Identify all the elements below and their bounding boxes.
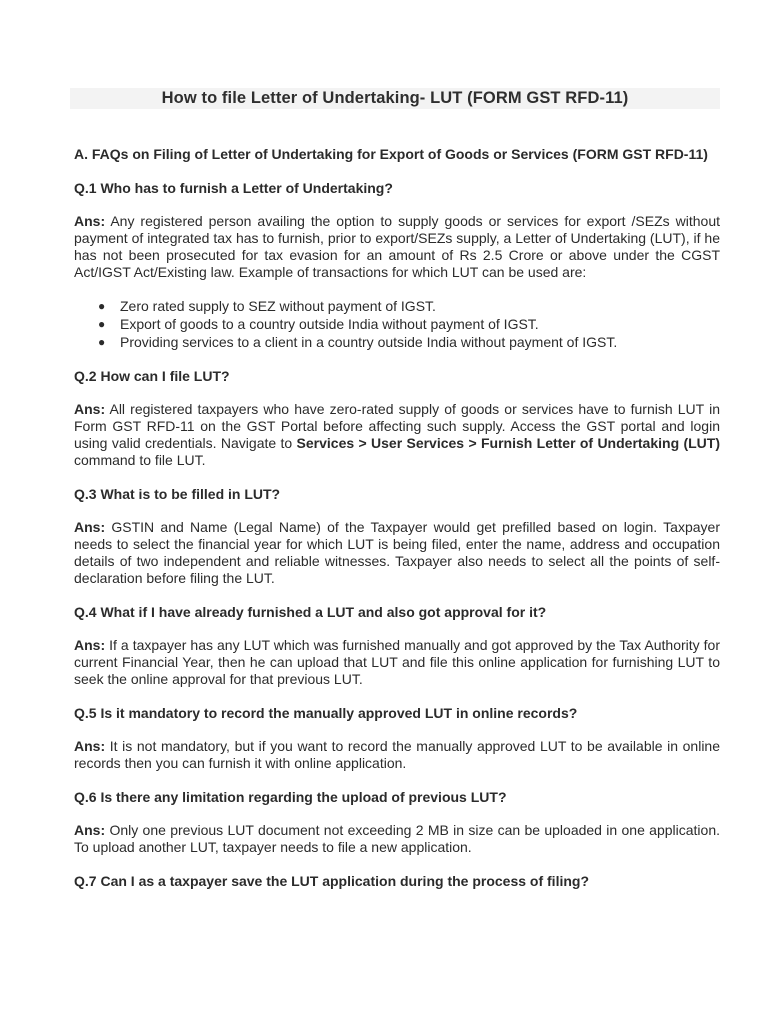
faq-answer-1 — [74, 213, 720, 281]
faq-question-2: Q.2 How can I file LUT? — [74, 368, 230, 384]
faq-answer-2-text-end: command to file LUT. — [74, 452, 206, 468]
faq-answer-6 — [74, 822, 720, 856]
bullet-icon: ● — [98, 317, 106, 331]
navigation-path: Services > User Services > Furnish Letter of Undertaking (LUT) — [296, 435, 721, 451]
faq-answer-6-text: Only one previous LUT document not exceeding 2 MB in size can be uploaded in one application. To upload another LUT, taxpayer needs to file a new application. — [74, 822, 721, 855]
list-item: ● Providing services to a client in a country outside India without payment of IGST. — [98, 334, 618, 350]
document-content — [74, 146, 720, 906]
ans-label: Ans: — [74, 519, 106, 535]
faq-answer-5 — [74, 738, 720, 772]
faq-answer-1-text: Any registered person availing the option to supply goods or services for export /SEZs without payment of integrated tax has to furnish, prior to export/SEZs supply, a Letter of Undertaking (LUT), if he has not been prosecuted for tax evasion for an amount of Rs 2.5 Crore or above under the CGST Act/IGST Act/Existing law. Example of transactions for which LUT can be used are: — [74, 213, 720, 280]
page-title: How to file Letter of Undertaking- LUT (FORM GST RFD-11) — [161, 89, 629, 107]
title-bar — [70, 88, 720, 109]
ans-label: Ans: — [74, 213, 106, 229]
ans-label: Ans: — [74, 822, 106, 838]
faq-question-7: Q.7 Can I as a taxpayer save the LUT application during the process of filing? — [74, 873, 590, 889]
transaction-examples-list — [74, 297, 720, 351]
faq-answer-2 — [74, 401, 720, 469]
faq-question-3: Q.3 What is to be filled in LUT? — [74, 486, 281, 502]
ans-label: Ans: — [74, 637, 106, 653]
ans-label: Ans: — [74, 401, 106, 417]
bullet-icon: ● — [98, 335, 106, 349]
faq-answer-2-text: All registered taxpayers who have zero-rated supply of goods or services have to furnish LUT in Form GST RFD-11 on the GST Portal before affecting such supply. Access the GST portal and login using valid credentials. Navigate to — [74, 401, 720, 451]
faq-answer-4-text: If a taxpayer has any LUT which was furnished manually and got approved by the Tax Authority for current Financial Year, then he can upload that LUT and file this online application for furnishing LUT to seek the online approval for that previous LUT. — [74, 637, 720, 687]
faq-answer-4 — [74, 637, 720, 688]
bullet-icon: ● — [98, 299, 106, 313]
faq-question-1: Q.1 Who has to furnish a Letter of Undertaking? — [74, 180, 393, 196]
faq-question-6: Q.6 Is there any limitation regarding the upload of previous LUT? — [74, 789, 507, 805]
ans-label: Ans: — [74, 738, 106, 754]
faq-answer-3-text: GSTIN and Name (Legal Name) of the Taxpayer would get prefilled based on login. Taxpayer needs to select the financial year for which LUT is being filed, enter the name, address and occupation details of two independent and reliable witnesses. Taxpayer also needs to select all the points of self-declaration before filing the LUT. — [74, 519, 720, 586]
faq-answer-3 — [74, 519, 720, 587]
faq-question-5: Q.5 Is it mandatory to record the manually approved LUT in online records? — [74, 705, 578, 721]
list-item: ● Export of goods to a country outside India without payment of IGST. — [98, 316, 539, 332]
section-heading: A. FAQs on Filing of Letter of Undertaking for Export of Goods or Services (FORM GST RFD-11) — [74, 146, 708, 162]
faq-answer-5-text: It is not mandatory, but if you want to record the manually approved LUT to be available in online records then you can furnish it with online application. — [74, 738, 720, 771]
faq-question-4: Q.4 What if I have already furnished a LUT and also got approval for it? — [74, 604, 547, 620]
list-item: ● Zero rated supply to SEZ without payment of IGST. — [98, 298, 436, 314]
